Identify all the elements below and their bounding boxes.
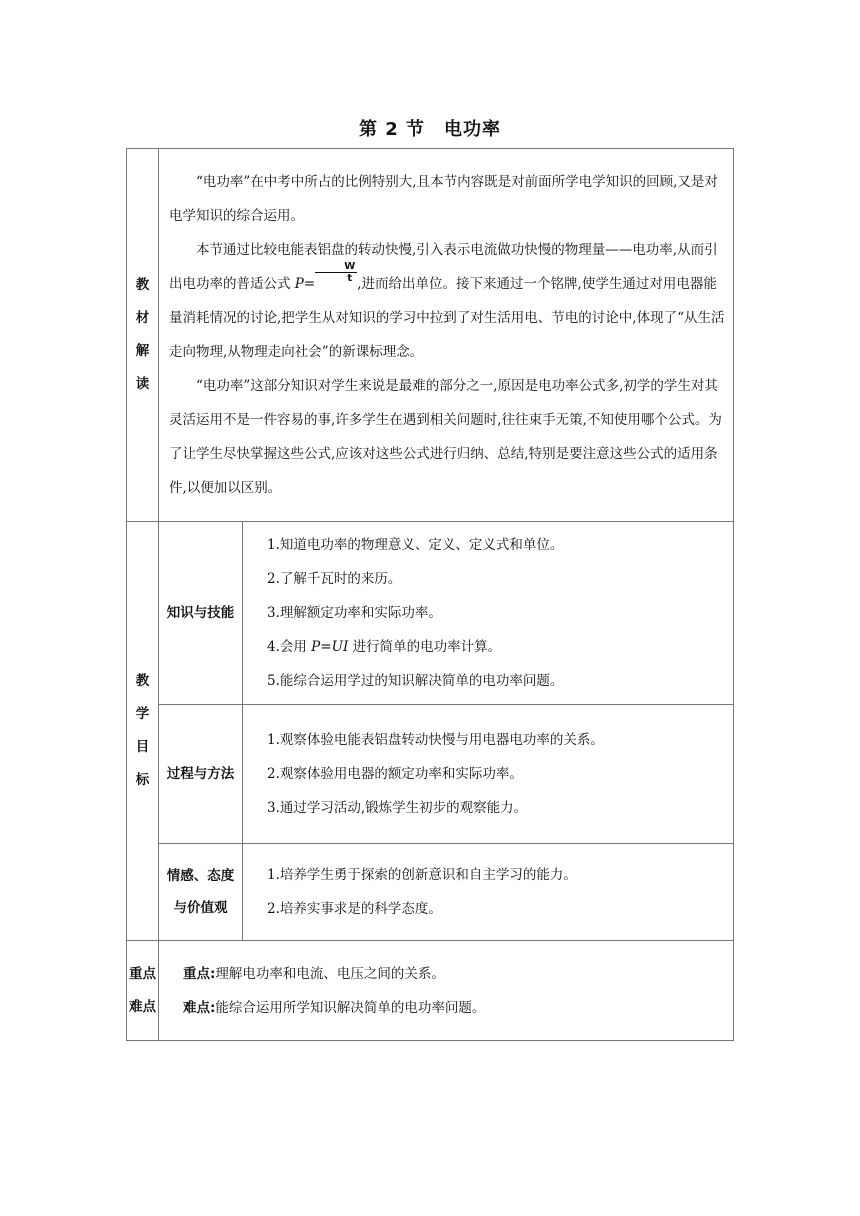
reading-row [127,149,734,522]
keypoints-content [159,941,734,1041]
goals-head-char: 学 [135,706,150,722]
goals-head-char: 标 [135,772,150,788]
knowledge-row [127,522,734,705]
process-list [243,705,734,844]
reading-content [159,149,734,522]
reading-paragraph-3: “电功率”这部分知识对学生来说是最难的部分之一,原因是电功率公式多,初学的学生对其灵活运用不是一件容易的事,许多学生在遇到相关问题时,往往束手无策,不知使用哪个公式。为了让学生尽快掌握这些公式,应该对这些公式进行归纳、总结,特别是要注意这些公式的适用条件,以便加以区别。 [169,378,722,496]
formula-denominator: t [347,273,353,284]
key-point-label: 重点: [183,965,216,982]
emotion-label [159,844,243,941]
list-item: 2.培养实事求是的科学态度。 [267,901,442,917]
difficult-point-label: 难点: [183,999,216,1016]
emotion-row [127,844,734,941]
list-item: 1.培养学生勇于探索的创新意识和自主学习的能力。 [267,867,577,883]
reading-head-char: 解 [135,343,150,359]
keypoints-head-line: 难点 [129,998,156,1015]
page-title: 第 2 节 电功率 [358,119,502,140]
reading-head-char: 材 [135,310,150,326]
reading-head-char: 教 [135,277,150,293]
lesson-table [126,148,734,1041]
reading-paragraph-2 [169,233,725,369]
list-item: 2.了解千瓦时的来历。 [267,571,402,587]
list-item: 3.理解额定功率和实际功率。 [267,605,442,621]
knowledge-label: 知识与技能 [159,522,243,705]
goals-head-char: 目 [135,739,150,755]
reading-head-char: 读 [135,376,150,392]
knowledge-list [243,522,734,705]
keypoints-head-line: 重点 [129,965,156,982]
list-item: 1.观察体验电能表铝盘转动快慢与用电器电功率的关系。 [267,732,604,748]
process-row [127,705,734,844]
list-item [267,630,733,664]
reading-paragraph-2-a: 本节通过比较电能表铝盘的转动快慢,引入表示电流做功快慢的物理量——电功率,从而引出电功率的普适公式 [169,242,718,292]
list-item: 5.能综合运用学过的知识解决简单的电功率问题。 [267,673,564,689]
formula-fraction [315,261,357,284]
formula-numerator: W [315,261,357,273]
formula-power: P= [294,276,316,292]
emotion-label-line: 与价值观 [173,900,228,916]
list-item-text: 4.会用 [267,639,312,655]
process-label: 过程与方法 [159,705,243,844]
goals-head [127,522,159,941]
emotion-list [243,844,734,941]
list-item: 3.通过学习活动,锻炼学生初步的观察能力。 [267,800,528,816]
emotion-label-line: 情感、态度 [166,868,235,884]
reading-head [127,149,159,522]
keypoints-head [127,941,159,1041]
difficult-point [183,991,733,1025]
keypoints-row [127,941,734,1041]
list-item: 1.知道电功率的物理意义、定义、定义式和单位。 [267,537,564,553]
key-point-text: 理解电功率和电流、电压之间的关系。 [215,965,445,982]
goals-head-char: 教 [135,673,150,689]
difficult-point-text: 能综合运用所学知识解决简单的电功率问题。 [215,999,486,1016]
formula-pui: P=UI [311,639,349,655]
list-item: 2.观察体验用电器的额定功率和实际功率。 [267,766,523,782]
reading-paragraph-2-b: ,进而给出单位。接下来通过一个铭牌,使学生通过对用电器能量消耗情况的讨论,把学生从对知识的学习中拉到了对生活用电、节电的讨论中,体现了“从生活走向物理,从物理走向社会”的新课标理念。 [169,276,725,360]
key-point [183,957,733,991]
reading-paragraph-1: “电功率”在中考中所占的比例特别大,且本节内容既是对前面所学电学知识的回顾,又是对电学知识的综合运用。 [169,174,718,224]
list-item-text: 进行简单的电功率计算。 [348,639,502,655]
